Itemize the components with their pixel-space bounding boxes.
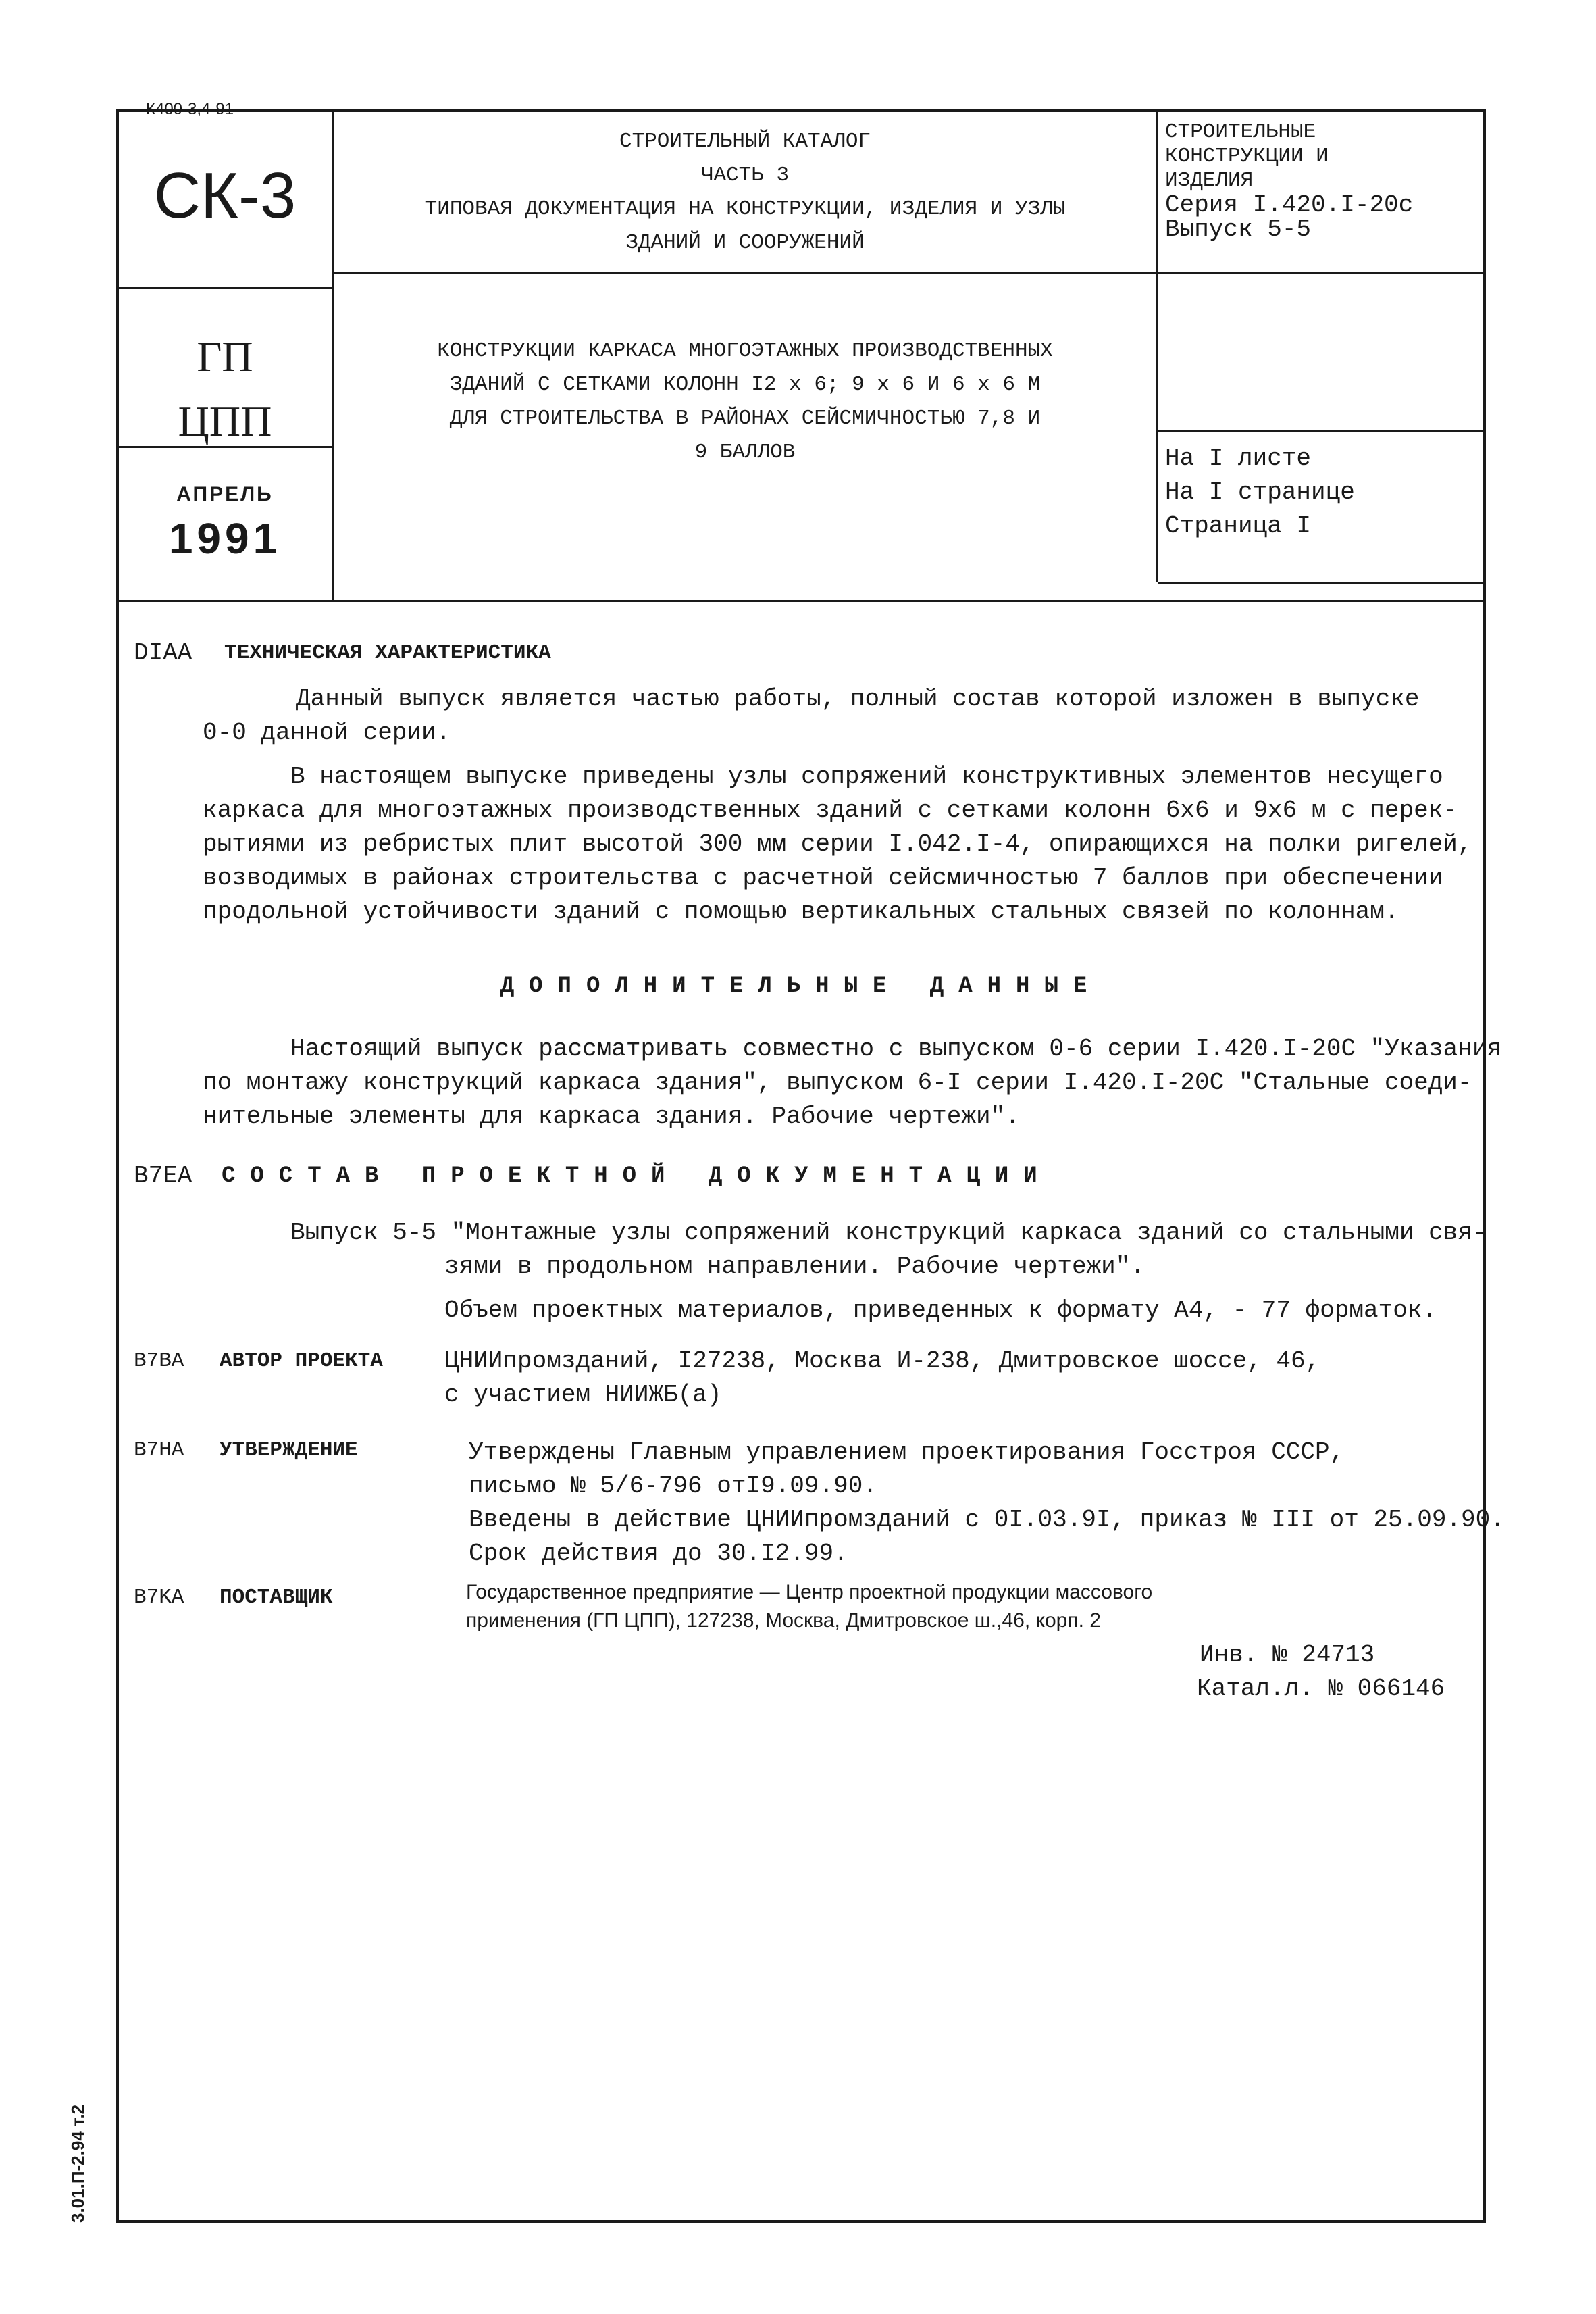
date-month: АПРЕЛЬ <box>176 483 274 505</box>
additional-l3: нительные элементы для каркаса здания. Рабочие чертежи". <box>203 1103 1020 1130</box>
catalog-title: СТРОИТЕЛЬНЫЙ КАТАЛОГ <box>619 130 871 153</box>
composition-heading: СОСТАВ ПРОЕКТНОЙ ДОКУМЕНТАЦИИ <box>222 1163 1052 1189</box>
author-l1: ЦНИИпромзданий, I27238, Москва И-238, Дмитровское шоссе, 46, <box>444 1347 1320 1375</box>
page-count: На I странице <box>1165 478 1355 506</box>
author-text <box>444 1344 1320 1412</box>
tech-code: DIAA <box>134 639 192 667</box>
supplier-code: B7KA <box>134 1586 184 1609</box>
tech-p2-l1: В настоящем выпуске приведены узлы сопряжений конструктивных элементов несущего <box>290 763 1443 790</box>
section-line2: КОНСТРУКЦИИ И <box>1165 145 1329 168</box>
approval-text <box>469 1436 1505 1571</box>
date-year: 1991 <box>168 514 282 563</box>
catalog-header <box>334 125 1156 260</box>
approval-label: УТВЕРЖДЕНИЕ <box>220 1438 358 1462</box>
tech-p2-l2: каркаса для многоэтажных производственных зданий с сетками колонн 6х6 и 9х6 м с перек- <box>203 797 1458 824</box>
additional-l2: по монтажу конструкций каркаса здания", выпуском 6-I серии I.420.I-20С "Стальные соеди- <box>203 1069 1472 1097</box>
tech-p2-l3: рытиями из ребристых плит высотой 300 мм серии I.042.I-4, опирающихся на полки ригелей, <box>203 830 1472 858</box>
catalog-part: ЧАСТЬ 3 <box>700 164 790 187</box>
supplier-l1: Государственное предприятие — Центр проектной продукции массового <box>466 1581 1153 1603</box>
divider <box>334 272 1486 274</box>
catalog-code: СК-3 <box>153 159 297 232</box>
author-l2: с участием НИИЖБ(а) <box>444 1381 722 1409</box>
tech-heading: ТЕХНИЧЕСКАЯ ХАРАКТЕРИСТИКА <box>224 641 551 665</box>
tech-p1-l2: 0-0 данной серии. <box>203 719 451 747</box>
additional-text <box>203 1032 1501 1134</box>
doc-title-line2: ЗДАНИЙ С СЕТКАМИ КОЛОНН I2 x 6; 9 x 6 И 6 x 6 М <box>449 373 1041 397</box>
tech-p2 <box>203 760 1472 929</box>
additional-l1: Настоящий выпуск рассматривать совместно с выпуском 0-6 серии I.420.I-20С "Указания <box>290 1035 1502 1063</box>
section-info <box>1165 120 1483 242</box>
tech-p1 <box>203 682 1419 750</box>
composition-issue <box>290 1216 1487 1284</box>
approval-l3: Введены в действие ЦНИИпромзданий с 0I.03.9I, приказ № III от 25.09.90. <box>469 1506 1505 1534</box>
supplier-label: ПОСТАВЩИК <box>220 1586 333 1609</box>
composition-l2: зями в продольном направлении. Рабочие чертежи". <box>444 1253 1145 1280</box>
catalog-line4: ЗДАНИЙ И СООРУЖЕНИЙ <box>625 231 865 255</box>
page-number: Страница I <box>1165 512 1312 540</box>
inventory-number: Инв. № 24713 <box>1200 1641 1375 1669</box>
supplier-l2: применения (ГП ЦПП), 127238, Москва, Дмитровское ш.,46, корп. 2 <box>466 1609 1101 1632</box>
composition-l1: Выпуск 5-5 "Монтажные узлы сопряжений конструкций каркаса зданий со стальными свя- <box>290 1219 1487 1247</box>
divider <box>1158 582 1486 584</box>
additional-heading: ДОПОЛНИТЕЛЬНЫЕ ДАННЫЕ <box>500 974 1102 999</box>
tech-p1-l1: Данный выпуск является частью работы, полный состав которой изложен в выпуске <box>296 685 1420 713</box>
author-label: АВТОР ПРОЕКТА <box>220 1349 383 1373</box>
tech-p2-l4: возводимых в районах строительства с расчетной сейсмичностью 7 баллов при обеспечении <box>203 864 1443 892</box>
section-issue: Выпуск 5-5 <box>1165 216 1312 243</box>
supplier-text <box>466 1578 1152 1635</box>
author-code: B7BA <box>134 1349 184 1373</box>
section-line1: СТРОИТЕЛЬНЫЕ <box>1165 120 1316 144</box>
org-line2: ЦПП <box>178 397 272 445</box>
composition-l3: Объем проектных материалов, приведенных к формату А4, - 77 форматок. <box>444 1297 1437 1324</box>
doc-title-line3: ДЛЯ СТРОИТЕЛЬСТВА В РАЙОНАХ СЕЙСМИЧНОСТЬЮ 7,8 И <box>449 407 1041 430</box>
doc-title-line1: КОНСТРУКЦИИ КАРКАСА МНОГОЭТАЖНЫХ ПРОИЗВОДСТВЕННЫХ <box>437 339 1053 363</box>
side-code: 3.01.П-2.94 т.2 <box>68 2104 88 2223</box>
org-line1: ГП <box>197 332 253 380</box>
composition-code: B7EA <box>134 1162 192 1190</box>
section-line3: ИЗДЕЛИЯ <box>1165 169 1254 193</box>
doc-title-line4: 9 БАЛЛОВ <box>694 441 796 464</box>
divider <box>116 287 334 289</box>
org-block <box>118 324 332 454</box>
approval-code: B7HA <box>134 1438 184 1462</box>
top-code: К400-3,4-91 <box>146 100 234 118</box>
catalog-line3: ТИПОВАЯ ДОКУМЕНТАЦИЯ НА КОНСТРУКЦИИ, ИЗДЕЛИЯ И УЗЛЫ <box>424 197 1066 221</box>
sheet-info <box>1165 442 1355 543</box>
section-series: Серия I.420.I-20с <box>1165 191 1414 219</box>
document-title <box>334 334 1156 470</box>
approval-l4: Срок действия до 30.I2.99. <box>469 1540 848 1567</box>
inventory <box>1197 1638 1445 1706</box>
sheet-count: На I листе <box>1165 445 1312 472</box>
divider <box>116 600 1486 602</box>
tech-p2-l5: продольной устойчивости зданий с помощью вертикальных стальных связей по колоннам. <box>203 898 1399 926</box>
approval-l1: Утверждены Главным управлением проектирования Госстроя СССР, <box>469 1438 1345 1466</box>
catalog-number: Катал.л. № 066146 <box>1197 1675 1445 1703</box>
divider <box>1158 430 1486 432</box>
approval-l2: письмо № 5/6-796 отI9.09.90. <box>469 1472 877 1500</box>
divider <box>1156 109 1158 582</box>
